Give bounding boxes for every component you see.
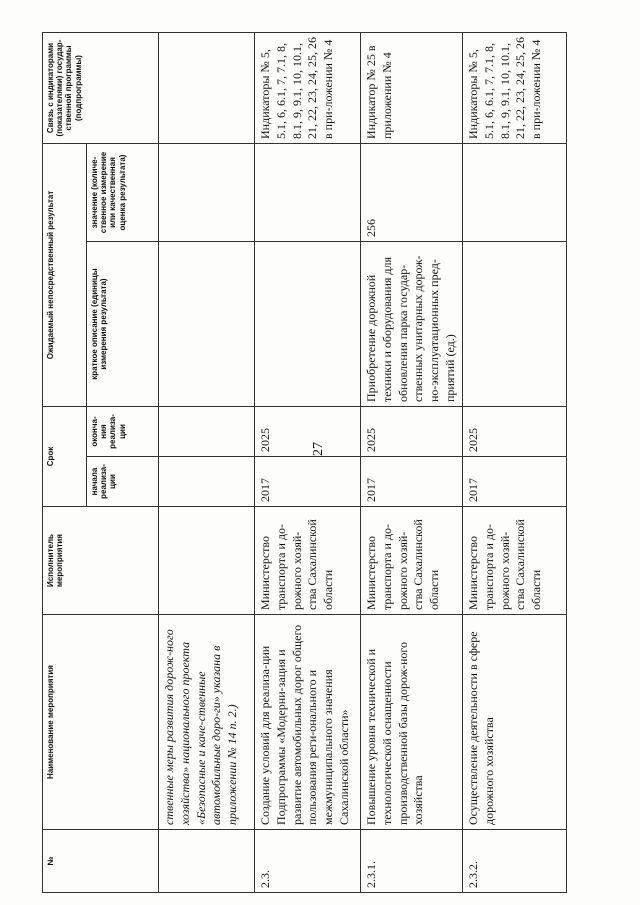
- row-name: Повышение уровня технической и технологической оснащенности производственной базы дорож-ного хозяйства: [361, 615, 463, 830]
- row-executor: Министерство транспорта и до-рожного хозяй-ства Сахалинской области: [462, 507, 566, 615]
- row-value: [159, 144, 255, 242]
- row-desc: [255, 242, 361, 407]
- header-num: №: [43, 830, 159, 893]
- row-executor: Министерство транспорта и до-рожного хозяй-ства Сахалинской области: [361, 507, 463, 615]
- row-desc: [159, 242, 255, 407]
- table-row: [255, 33, 361, 893]
- row-end: [159, 407, 255, 457]
- table-row: [159, 33, 255, 893]
- header-term: Срок: [43, 407, 87, 507]
- row-value: [462, 144, 566, 242]
- row-name: Осуществление деятельности в сфере дорожного хозяйства: [462, 615, 566, 830]
- row-link: [159, 33, 255, 144]
- row-executor: Министерство транспорта и до-рожного хозяй-ства Сахалинской области: [255, 507, 361, 615]
- header-link: Связь с индикаторами (показателями) государ-ственной программы (подпрограммы): [43, 33, 159, 144]
- row-name: ственные меры развития дорож-ного хозяйства» национального проекта «Безопасные и каче-ственные автомобильные доро-ги» указана в приложении № 14 п. 2.): [159, 615, 255, 830]
- header-term-start: начала реализа-ции: [87, 457, 159, 507]
- rotated-table-container: [42, 33, 544, 893]
- header-term-end: оконча-ния реализа-ции: [87, 407, 159, 457]
- row-value: 256: [361, 144, 463, 242]
- row-start: 2017: [361, 457, 463, 507]
- row-end: 2025: [255, 407, 361, 457]
- measures-table: [42, 32, 567, 893]
- header-result: Ожидаемый непосредственный результат: [43, 144, 87, 407]
- row-start: [159, 457, 255, 507]
- row-num: 2.3.2.: [462, 830, 566, 893]
- row-num: [159, 830, 255, 893]
- row-end: 2025: [462, 407, 566, 457]
- page-number: 27: [311, 442, 326, 456]
- table-row: [462, 33, 566, 893]
- row-desc: [462, 242, 566, 407]
- row-num: 2.3.: [255, 830, 361, 893]
- row-start: 2017: [255, 457, 361, 507]
- row-start: 2017: [462, 457, 566, 507]
- header-executor: Исполнитель мероприятия: [43, 507, 159, 615]
- row-num: 2.3.1.: [361, 830, 463, 893]
- row-link: Индикатор № 25 в приложении № 4: [361, 33, 463, 144]
- header-result-value: значение (количе-ственное измерение или качественная оценка результата): [87, 144, 159, 242]
- header-result-desc: краткое описание (единицы измерения результата): [87, 242, 159, 407]
- row-value: [255, 144, 361, 242]
- header-row-1: [43, 33, 87, 893]
- row-executor: [159, 507, 255, 615]
- row-link: Индикаторы № 5, 5.1, 6, 6.1, 7, 7.1, 8, 8.1, 9, 9.1, 10, 10.1, 21, 22, 23, 24, 25, 26 в при-ложении № 4: [255, 33, 361, 144]
- row-desc: Приобретение дорожной техники и оборудования для обновления парка государ-ственных унитарных дорож-но-эксплуатационных пред-приятий (ед.): [361, 242, 463, 407]
- header-name: Наименование мероприятия: [43, 615, 159, 830]
- table-row: [361, 33, 463, 893]
- row-link: Индикаторы № 5, 5.1, 6, 6.1, 7, 7.1, 8, 8.1, 9, 9.1, 10, 10.1, 21, 22, 23, 24, 25, 26 в при-ложении № 4: [462, 33, 566, 144]
- row-end: 2025: [361, 407, 463, 457]
- row-name: Создание условий для реализа-ции Подпрограммы «Модерни-зация и развитие автомобильных дорог общего пользования реги-онального и межмуниципального значения Сахалинской области»: [255, 615, 361, 830]
